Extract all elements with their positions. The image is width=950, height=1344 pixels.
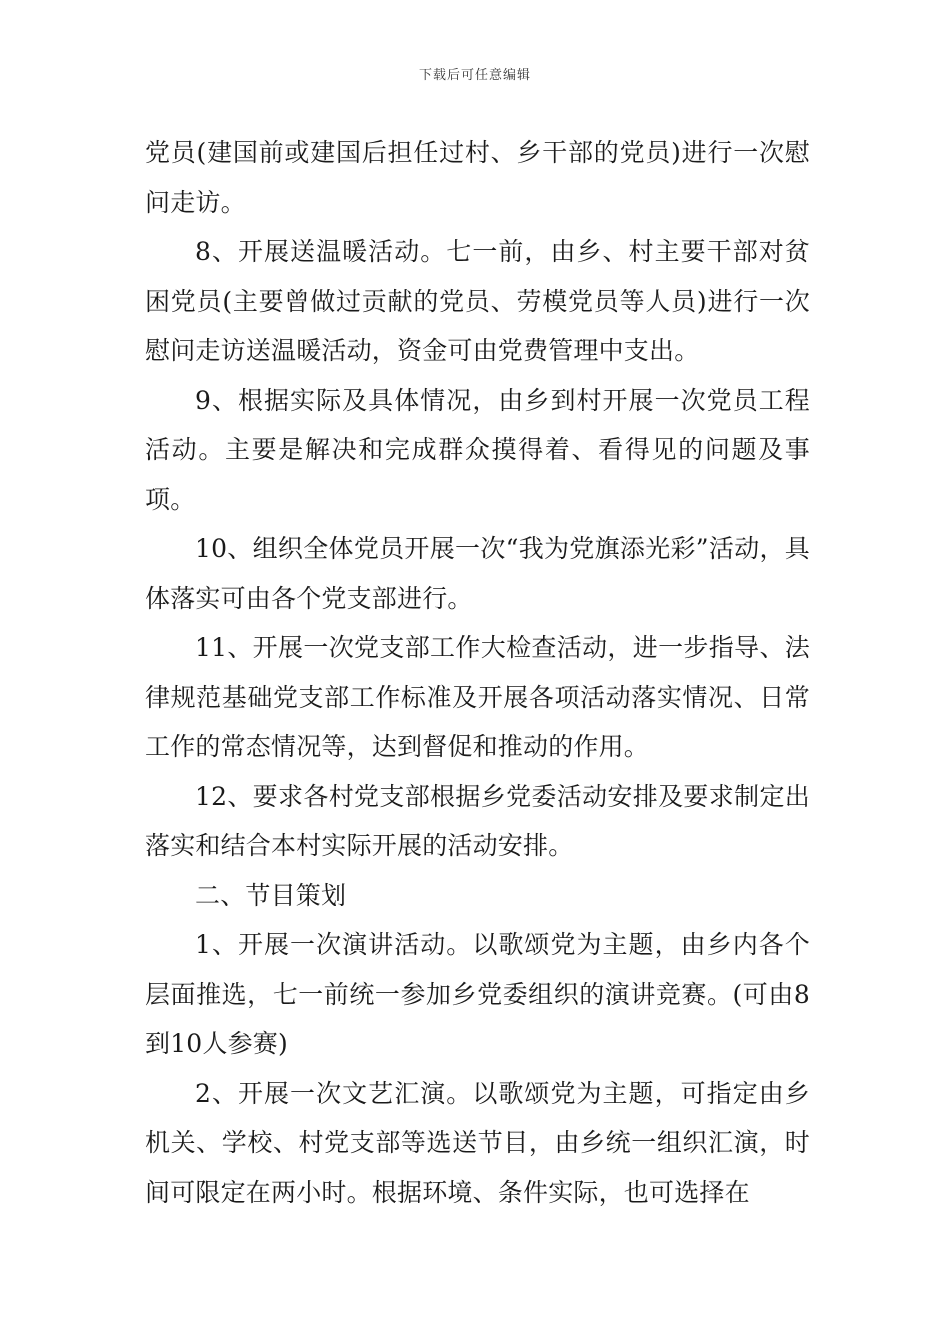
document-body — [145, 128, 810, 1217]
paragraph-item-9: 9、根据实际及具体情况，由乡到村开展一次党员工程活动。主要是解决和完成群众摸得着、看得见的问题及事项。 — [145, 385, 810, 514]
header-note: 下载后可任意编辑 — [418, 68, 531, 83]
section-heading: 二、节目策划 — [195, 880, 347, 910]
paragraph-item-8: 8、开展送温暖活动。七一前，由乡、村主要干部对贫困党员(主要曾做过贡献的党员、劳模党员等人员)进行一次慰问走访送温暖活动，资金可由党费管理中支出。 — [145, 237, 810, 365]
paragraph-continuation: 党员(建国前或建国后担任过村、乡干部的党员)进行一次慰问走访。 — [145, 138, 810, 217]
paragraph-program-1: 1、开展一次演讲活动。以歌颂党为主题，由乡内各个层面推选，七一前统一参加乡党委组织的演讲竞赛。(可由8到10人参赛) — [145, 930, 810, 1058]
paragraph-program-2: 2、开展一次文艺汇演。以歌颂党为主题，可指定由乡机关、学校、村党支部等选送节目，由乡统一组织汇演，时间可限定在两小时。根据环境、条件实际，也可选择在 — [145, 1078, 810, 1207]
paragraph-item-11: 11、开展一次党支部工作大检查活动，进一步指导、法律规范基础党支部工作标准及开展各项活动落实情况、日常工作的常态情况等，达到督促和推动的作用。 — [145, 633, 810, 761]
paragraph-item-12: 12、要求各村党支部根据乡党委活动安排及要求制定出落实和结合本村实际开展的活动安排。 — [145, 781, 810, 860]
paragraph-item-10: 10、组织全体党员开展一次“我为党旗添光彩”活动，具体落实可由各个党支部进行。 — [145, 534, 810, 613]
